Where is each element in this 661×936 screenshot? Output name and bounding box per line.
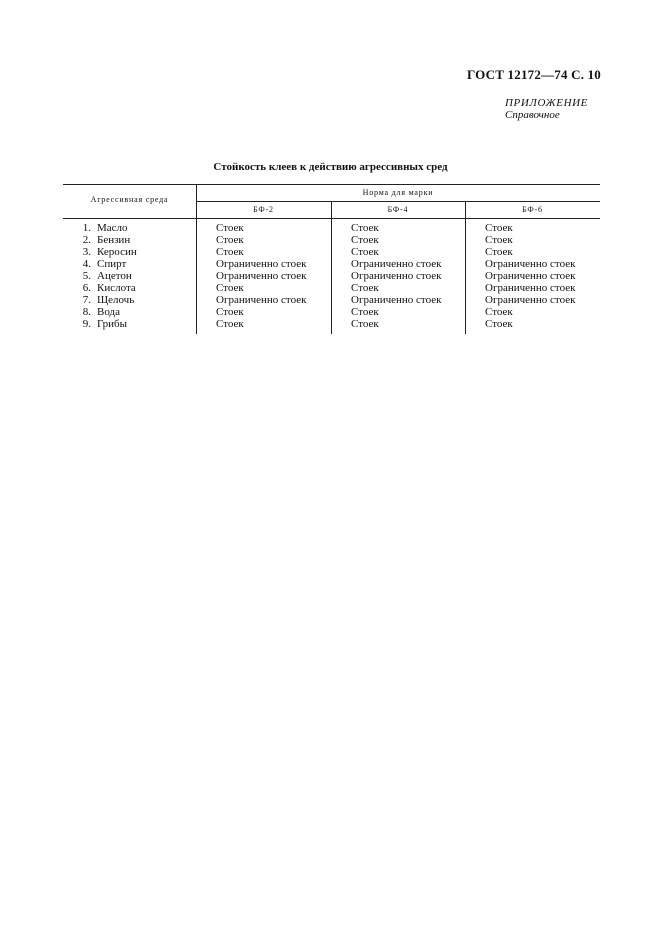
row-number: 4. (82, 258, 91, 270)
row-environment: Кислота (97, 282, 136, 294)
cell-bf2: Ограниченно стоек (216, 294, 307, 306)
table-title: Стойкость клеев к действию агрессивных сред (213, 161, 448, 173)
table-top-rule (63, 184, 600, 185)
table-row (63, 258, 600, 270)
header-environment: Агрессивная среда (90, 195, 169, 204)
row-number: 5. (82, 270, 91, 282)
table-row (63, 306, 600, 318)
cell-bf2: Ограниченно стоек (216, 270, 307, 282)
row-environment: Грибы (97, 318, 128, 330)
row-environment: Масло (97, 222, 128, 234)
cell-bf6: Ограниченно стоек (485, 258, 576, 270)
cell-bf6: Стоек (485, 222, 513, 234)
cell-bf4: Стоек (351, 282, 379, 294)
cell-bf2: Стоек (216, 306, 244, 318)
row-environment: Бензин (97, 234, 131, 246)
cell-bf4: Стоек (351, 234, 379, 246)
cell-bf2: Стоек (216, 234, 244, 246)
table-row (63, 294, 600, 306)
row-number: 8. (82, 306, 91, 318)
cell-bf4: Стоек (351, 222, 379, 234)
appendix-block (505, 97, 588, 121)
row-number: 6. (82, 282, 91, 294)
row-environment: Щелочь (97, 294, 135, 306)
cell-bf2: Ограниченно стоек (216, 258, 307, 270)
header-grade-bf4: БФ-4 (387, 205, 409, 214)
row-environment: Ацетон (97, 270, 132, 282)
cell-bf6: Стоек (485, 306, 513, 318)
cell-bf6: Ограниченно стоек (485, 270, 576, 282)
cell-bf6: Стоек (485, 234, 513, 246)
cell-bf6: Ограниченно стоек (485, 294, 576, 306)
appendix-label: ПРИЛОЖЕНИЕ (505, 97, 588, 109)
cell-bf2: Стоек (216, 318, 244, 330)
header-grade-bf2: БФ-2 (253, 205, 274, 214)
cell-bf4: Ограниченно стоек (351, 258, 442, 270)
cell-bf4: Стоек (351, 306, 379, 318)
row-number: 7. (82, 294, 91, 306)
row-number: 9. (82, 318, 91, 330)
cell-bf4: Ограниченно стоек (351, 294, 442, 306)
table-row (63, 222, 600, 234)
cell-bf6: Стоек (485, 318, 513, 330)
cell-bf4: Ограниченно стоек (351, 270, 442, 282)
table-row (63, 270, 600, 282)
appendix-type: Справочное (505, 109, 560, 121)
cell-bf2: Стоек (216, 246, 244, 258)
resistance-table (63, 184, 600, 334)
table-row (63, 282, 600, 294)
cell-bf2: Стоек (216, 282, 244, 294)
table-row (63, 318, 600, 330)
cell-bf2: Стоек (216, 222, 244, 234)
table-row (63, 234, 600, 246)
row-environment: Керосин (97, 246, 137, 258)
row-number: 2. (82, 234, 91, 246)
header-grade-bf6: БФ-6 (522, 205, 543, 214)
cell-bf4: Стоек (351, 318, 379, 330)
cell-bf6: Ограниченно стоек (485, 282, 576, 294)
document-code: ГОСТ 12172—74 С. 10 (467, 67, 601, 82)
row-environment: Спирт (97, 258, 127, 270)
row-number: 1. (82, 222, 91, 234)
table-row (63, 246, 600, 258)
row-number: 3. (82, 246, 91, 258)
cell-bf4: Стоек (351, 246, 379, 258)
header-grade-group: Норма для марки (362, 188, 434, 197)
header-group-rule (196, 201, 600, 202)
cell-bf6: Стоек (485, 246, 513, 258)
row-environment: Вода (97, 306, 120, 318)
